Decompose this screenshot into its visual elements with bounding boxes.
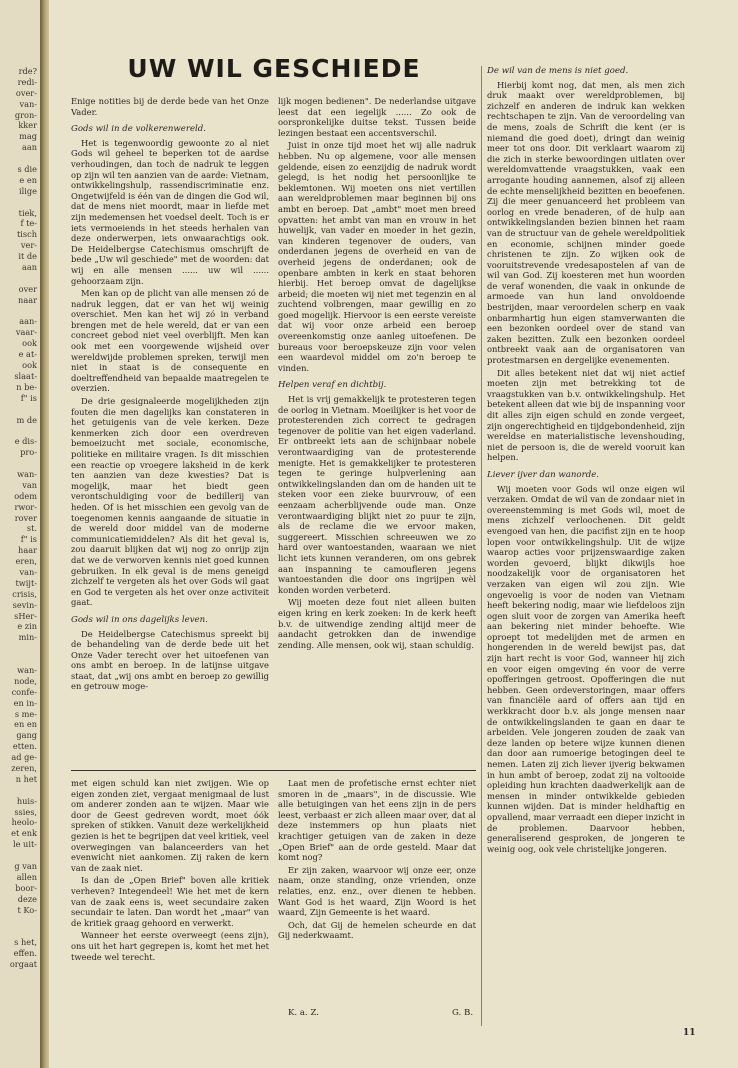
margin-fragment bbox=[0, 404, 40, 415]
margin-fragment: ad ge- bbox=[11, 752, 37, 763]
margin-fragment: sevin- bbox=[12, 599, 37, 610]
margin-fragment: f" is bbox=[20, 534, 37, 545]
signature-left: K. a. Z. bbox=[288, 1008, 320, 1018]
signature-right: G. B. bbox=[452, 1008, 474, 1018]
margin-fragment: vaar- bbox=[15, 327, 37, 338]
book-spine bbox=[40, 0, 49, 1068]
margin-fragment bbox=[0, 306, 40, 317]
margin-fragment: e en bbox=[19, 174, 37, 185]
paragraph: Wij moeten deze fout niet alleen buiten eigen kring en kerk zoeken: In de kerk heeft b.v. de uitwendige zending altijd meer de aandacht getrokken dan de inwendige zending. Alle mensen, ook wij, staan schuldig. bbox=[278, 597, 476, 650]
margin-fragment: naar bbox=[18, 294, 37, 305]
margin-fragment: e zin bbox=[17, 621, 37, 632]
margin-fragment: st. bbox=[26, 523, 37, 534]
column-1-top bbox=[71, 96, 269, 728]
margin-fragment: n be- bbox=[16, 381, 37, 392]
margin-fragment: twijt- bbox=[15, 577, 37, 588]
margin-fragment: e at- bbox=[18, 349, 37, 360]
margin-fragment: it de bbox=[18, 251, 37, 262]
margin-fragment: zeren, bbox=[11, 763, 37, 773]
column-2-top bbox=[278, 96, 476, 728]
margin-fragment: redi- bbox=[17, 76, 37, 87]
paragraph: Is dan de „Open Brief" boven alle kritiek verheven? Integendeel! Wie het met de kern van de zaak eens is, weet secundaire zaken secundair te laten. Dan wordt het „maar" van de kritiek graag gehoord en verwerkt. bbox=[71, 875, 269, 928]
margin-fragment: mag bbox=[19, 131, 37, 142]
margin-fragment: e dis- bbox=[14, 436, 37, 447]
margin-fragment: et enk bbox=[11, 828, 37, 839]
paragraph: lijk mogen bedienen". De nederlandse uitgave leest dat een iegelijk ...... Zo ook de oorspronkelijke duitse tekst. Tussen beide lezingen bestaat een accentsverschil. bbox=[278, 96, 476, 138]
margin-fragment: gron- bbox=[14, 109, 37, 120]
margin-fragment: rover bbox=[14, 512, 37, 523]
paragraph: Laat men de profetische ernst echter niet smoren in de „maars", in de discussie. Wie alle betuigingen van het eens zijn in de pers leest, verbaast er zich alleen maar over, dat al deze instemmers op hun plaats niet krachtiger getuigen van de zaken in deze „Open Brief" aan de orde gesteld. Maar dat komt nog? bbox=[278, 778, 476, 863]
margin-fragment: ssies, bbox=[14, 806, 37, 817]
margin-fragment: confe- bbox=[11, 686, 37, 697]
section-heading-volkerenwereld: Gods wil in de volkerenwereld. bbox=[71, 124, 207, 135]
column-2-bottom bbox=[278, 778, 476, 1003]
margin-fragment: etten. bbox=[12, 741, 37, 752]
margin-fragment bbox=[0, 785, 40, 796]
paragraph: met eigen schuld kan niet zwijgen. Wie op eigen zonden ziet, vergaat menigmaal de lust om anderer zonden aan te wijzen. Maar wie door de Geest gedreven wordt, moet óók spreken of stikken. Vanuit deze werkelijkheid gezien is het te begrijpen dat veel kritiek, veel overwegingen van balanceerders van het evenwicht niet aankomen. Zij raken de kern van de zaak niet. bbox=[71, 778, 269, 873]
margin-fragment: g van bbox=[14, 861, 37, 872]
margin-fragment: pro- bbox=[20, 447, 37, 458]
margin-fragment: van- bbox=[19, 98, 37, 109]
margin-fragment: f te- bbox=[20, 218, 37, 229]
margin-fragment: en en bbox=[14, 719, 37, 730]
paragraph: De Heidelbergse Catechismus spreekt bij de behandeling van de derde bede uit het Onze Vader terecht over het uitoefenen van ons ambt en beroep. In de latijnse uitgave staat, dat „wij ons ambt en beroep zo gewillig en getrouw moge- bbox=[71, 628, 269, 692]
margin-fragment: min- bbox=[18, 632, 37, 643]
paragraph: Er zijn zaken, waarvoor wij onze eer, onze naam, onze standing, onze vrienden, onze relaties, enz. enz., over dienen te hebben. Want God is het waard, Zijn Woord is het waard, Zijn Gemeente is het waard. bbox=[278, 864, 476, 918]
margin-fragment bbox=[0, 643, 40, 654]
margin-fragment bbox=[0, 915, 40, 926]
section-heading-dagelijks-leven: Gods wil in ons dagelijks leven. bbox=[71, 614, 208, 625]
left-page-margin-fragments bbox=[0, 0, 40, 1068]
margin-fragment: ilige bbox=[19, 185, 37, 196]
margin-fragment: tisch bbox=[17, 229, 37, 240]
margin-fragment: rwor- bbox=[14, 501, 37, 512]
margin-fragment: s die bbox=[17, 164, 37, 175]
paragraph: Het is vrij gemakkelijk te protesteren tegen de oorlog in Vietnam. Moeilijker is het voor de protesterenden zich correct te gedragen tegenover de politie van het eigen vaderland. Er ontbreekt iets aan de schijnbaar nobele verontwaardiging van de protesterende menigte. Het is gemakkelijker te protesteren tegen te geringe hulpverlening aan ontwikkelingslanden dan om de handen uit te steken voor een zieke buurvrouw, of een eenzaam acherblijvende oude man. Onze verontwaardiging blijkt niet zo puur te zijn, als de reclame die we ervoor maken, suggereert. Misschien schreeuwen we zo hard over wantoestanden, waaraan we niet licht iets kunnen veranderen, om ons gebrek aan inspanning te camoufleren jegens wantoestanden die door ons ingrijpen wèl konden worden verbeterd. bbox=[278, 394, 476, 595]
margin-fragment: odem bbox=[14, 490, 37, 501]
paragraph: Het is tegenwoordig gewoonte zo al niet Gods wil geheel te beperken tot de aardse verhoudingen, dan toch de nadruk te leggen op zijn wil ten aanzien van de aarde: Vietnam, ontwikkelingshulp, rassendiscriminatie enz. Ongetwijfeld is één van de dingen die God wil, dat de mens niet moordt, maar in liefde met zijn medemensen het voedsel deelt. Toch is er iets vermoeiends in het steeds herhalen van deze onderwerpen, iets onwaarachtigs ook. De Heidelbergse Catechismus omschrijft de bede „Uw wil geschiede" met de woorden: dat wij en alle mensen ...... uw wil ...... gehoorzaam zijn. bbox=[71, 137, 269, 286]
page-number: 11 bbox=[683, 1028, 696, 1038]
intro-text: Enige notities bij de derde bede van het Onze Vader. bbox=[71, 96, 269, 117]
margin-fragment: le uit- bbox=[12, 839, 37, 850]
margin-fragment: ver- bbox=[20, 240, 37, 251]
margin-fragment: van bbox=[22, 479, 37, 490]
margin-fragment: ook bbox=[22, 338, 37, 349]
paragraph: Hierbij komt nog, dat men, als men zich druk maakt over wereldproblemen, bij zichzelf en anderen de indruk kan wekken rechtschapen te zijn. Van de veroordeling van de mens, zoals de Schrift die kent (er is niemand die goed doet), dringt dan weinig meer tot ons door. Dit verklaart waarom zij die zich in sterke bewoordingen uitlaten over wereldomvattende vraagstukken, vaak een arrogante houding aannemen, alsof zij alleen de echte menselijkheid bezitten en beoefenen. Zij die meer genuanceerd het probleem van oorlog en vrede benaderen, of de hulp aan ontwikkelingslanden bezien binnen het raam van de structuur van de gehele wereldpolitiek en economie, schijnen minder goede christenen te zijn. Zo wijken ook de vooruitstrevende vredesapostelen af van de wil van God. Zij koesteren met hun woorden de veraf wonenden, die vaak in onkunde de armoede van hun land onvoldoende bestrijden, maar veroordelen scherp en vaak onbarmhartig hun eigen stamverwanten die een bezonken oordeel over de stand van zaken bezitten. Zulk een bezonken oordeel ontbreekt vaak aan de organisatoren van protestmarsen en dergelijke evenementen. bbox=[487, 79, 685, 366]
margin-fragment: wan- bbox=[17, 468, 37, 479]
column-divider bbox=[481, 66, 482, 1026]
margin-fragment: rde? bbox=[18, 66, 37, 76]
margin-fragment: slaat- bbox=[14, 370, 37, 381]
margin-fragment: aan- bbox=[19, 316, 37, 327]
paragraph: Wanneer het eerste overweegt (eens zijn), ons uit het hart gegrepen is, komt het met het tweede wel terecht. bbox=[71, 930, 269, 962]
paragraph: De drie gesignaleerde mogelijkheden zijn fouten die men dagelijks kan constateren in het getuigenis van de vele kerken. Deze kenmerken zich door een overdreven bemoeizucht met sociale, economische, politieke en militaire vragen. Is dit misschien een reactie op vroegere laksheid in de kerk ten aanzien van deze kwesties? Dat is mogelijk, maar het biedt geen verontschuldiging voor de bedillerij van heden. Of is het misschien een gevolg van de toegenomen kennis aangaande de situatie in de wereld door middel van de moderne communicatiemiddelen? Als dit het geval is, zou daaruit blijken dat wij nog zo onrijp zijn dat we de verworven kennis niet goed kunnen gebruiken. In elk geval is de mens geneigd zichzelf te vergeten als het over Gods wil gaat en God te vergeten als het over onze activiteit gaat. bbox=[71, 396, 269, 608]
margin-fragment: deze bbox=[17, 893, 37, 904]
margin-fragment: over- bbox=[15, 87, 37, 98]
margin-fragment: m de bbox=[16, 414, 37, 425]
margin-fragment: s me- bbox=[14, 708, 37, 719]
margin-fragment: van- bbox=[19, 566, 37, 577]
margin-fragment bbox=[0, 273, 40, 284]
margin-fragment: s het, bbox=[14, 937, 37, 948]
section-heading-wil-mens: De wil van de mens is niet goed. bbox=[487, 66, 629, 76]
paragraph: Wij moeten voor Gods wil onze eigen wil verzaken. Omdat de wil van de zondaar niet in overeenstemming is met Gods wil, moet de mens zichzelf verloochenen. Dit geldt evengoed van hen, die pacifist zijn en te hoop lopen voor ontwikkelingshulp. Uit de wijze waarop acties voor prijzenswaardige zaken worden gevoerd, blijkt dikwijls hoe noodzakelijk voor de organisatoren het verzaken van eigen wil zou zijn. Wie ongevoelig is voor de noden van Vietnam heeft bekering nodig, maar wie liefdeloos zijn ogen sluit voor de zorgen van Amerika heeft aan bekering niet minder behoefte. Wie oproept tot medelijden met de armen en hongerenden in de wereld bewijst pas, dat zijn hart recht is voor God, wanneer hij zich en voor eigen omgeving én voor de verre opofferingen getroost. Opofferingen die nut hebben. Geen ordeverstoringen, maar offers van financiële aard of offers aan tijd en werkkracht door b.v. als jonge mensen naar de ontwikkelingslanden te gaan en daar te arbeiden. Vele jongeren zouden de zaak van deze landen op betere wijze kunnen dienen dan door aan rumoerige betogingen deel te nemen. Laten zij zich liever ijverig bekwamen in hun ambt of beroep, zodat zij na voltooide opleiding hun krachten daadwerkelijk aan de mensen in minder ontwikkelde gebieden kunnen wijden. Dat is minder heldhaftig en opvallend, maar verraadt een dieper inzicht in de problemen. Daarvoor hebben, generaliserend gesproken, de jongeren te weinig oog, ook vele christelijke jongeren. bbox=[487, 483, 685, 854]
margin-fragment: gang bbox=[16, 730, 37, 741]
margin-fragment bbox=[0, 197, 40, 208]
margin-fragment bbox=[0, 926, 40, 937]
margin-fragment: boor- bbox=[15, 882, 37, 893]
section-heading-ijver: Liever ijver dan wanorde. bbox=[487, 469, 600, 480]
margin-fragment: haar bbox=[18, 545, 37, 556]
margin-fragment: node, bbox=[14, 675, 37, 686]
article-title: UW WIL GESCHIEDE bbox=[127, 54, 421, 83]
margin-fragment: eren, bbox=[15, 556, 37, 567]
margin-fragment: orgaat bbox=[9, 959, 37, 970]
section-heading-helpen: Helpen veraf en dichtbij. bbox=[278, 380, 387, 391]
margin-fragment: crisis, bbox=[12, 588, 37, 599]
margin-fragment: tiek, bbox=[18, 207, 37, 218]
margin-fragment: f" is bbox=[20, 392, 37, 403]
margin-fragment: wan- bbox=[17, 664, 37, 675]
margin-fragment bbox=[0, 654, 40, 665]
column-3 bbox=[487, 66, 685, 1026]
horizontal-divider bbox=[71, 770, 476, 771]
margin-fragment: effen. bbox=[13, 948, 37, 959]
paragraph: Och, dat Gij de hemelen scheurde en dat Gij nederkwaamt. bbox=[278, 919, 476, 941]
margin-fragment bbox=[0, 850, 40, 861]
margin-fragment: huis- bbox=[16, 795, 37, 806]
margin-fragment: aan bbox=[21, 142, 37, 153]
paragraph: Juist in onze tijd moet het wij alle nadruk hebben. Nu op algemene, voor alle mensen geldende, eisen zo eenzijdig de nadruk wordt gelegd, is het nodig het persoonlijke te beklemtonen. Wij moeten ons niet vertillen aan wereldproblemen maar beginnen bij ons ambt en beroep. Dat „ambt" moet men breed opvatten: het ambt van man en vrouw in het huwelijk, van vader en moeder in het gezin, van kinderen tegenover de ouders, van onderdanen jegens de overheid en van de overheid jegens de onderdanen; ook de openbare ambten in kerk en staat behoren hierbij. Het beroep omvat de dagelijkse arbeid; die moeten wij niet met tegenzin en al zuchtend volbrengen, maar gewillig en zo goed mogelijk. Hiervoor is een eerste vereiste dat wij voor onze arbeid een beroep overeenkomstig onze aanleg uitoefenen. De bureaus voor beroepskeuze zijn voor velen een waardevol middel om zo'n beroep te vinden. bbox=[278, 140, 476, 373]
margin-fragment: ook bbox=[22, 360, 37, 371]
margin-fragment: en in- bbox=[13, 697, 37, 708]
margin-fragment: sHer- bbox=[14, 610, 37, 621]
margin-fragment: t Ko- bbox=[17, 904, 37, 915]
margin-fragment bbox=[0, 458, 40, 469]
margin-fragment: heolo- bbox=[11, 817, 37, 828]
margin-fragment: n het bbox=[15, 773, 37, 784]
margin-fragment: allen bbox=[16, 871, 37, 882]
paragraph: Men kan op de plicht van alle mensen zó de nadruk leggen, dat er van het wij weinig overschiet. Men kan het wij zó in verband brengen met de hele wereld, dat er van een concreet gebod niet veel overblijft. Men kan ook met een voorgewende wijsheid over wereldwijde problemen spreken, terwijl men niet in staat is de consequente en doeltreffendheid van bepaalde maatregelen te overzien. bbox=[71, 288, 269, 394]
column-1-bottom bbox=[71, 778, 269, 1023]
margin-fragment: over bbox=[18, 283, 37, 294]
margin-fragment: aan bbox=[21, 262, 37, 273]
margin-fragment bbox=[0, 153, 40, 164]
paragraph: Dit alles betekent niet dat wij niet actief moeten zijn met betrekking tot de vraagstukken van b.v. ontwikkelingshulp. Het betekent alleen dat wie bij de inspanning voor dit alles zijn eigen schuld en zonde vergeet, zijn ongerechtigheid en tijdgebondenheid, zijn wereldse en materialistische levenshouding, niet de persoon is, die de wereld vooruit kan helpen. bbox=[487, 367, 685, 463]
margin-fragment bbox=[0, 425, 40, 436]
margin-fragment: kker bbox=[18, 120, 37, 131]
